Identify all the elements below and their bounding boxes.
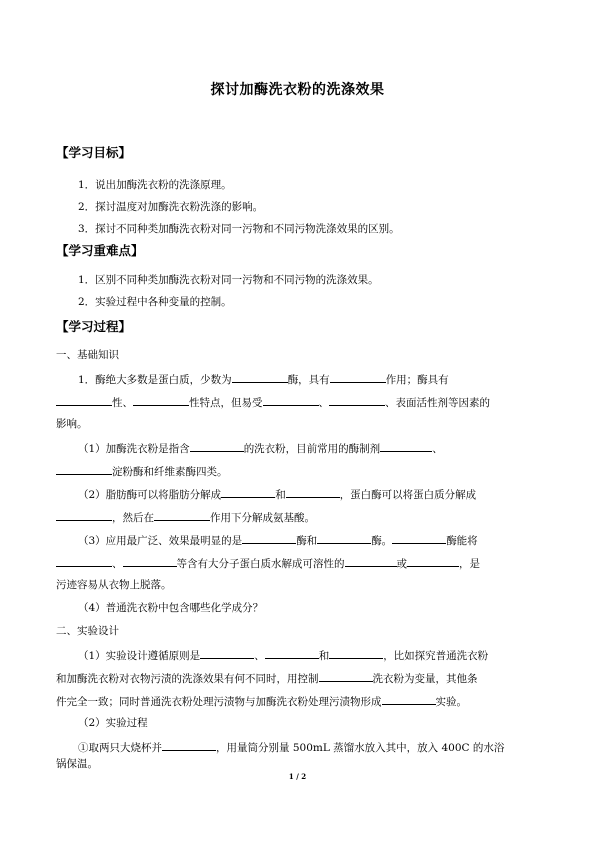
question-line: （2）脂肪酶可以将脂肪分解成 和 ，蛋白酶可以将蛋白质分解成 (78, 486, 476, 502)
keypoints-heading: 【学习重难点】 (56, 243, 144, 258)
question-line: ，然后在 作用下分解成氨基酸。 (56, 509, 315, 525)
question-line: （2）实验过程 (78, 717, 148, 729)
question-line: 污迹容易从衣物上脱落。 (56, 579, 172, 591)
answer-blank[interactable] (154, 509, 210, 521)
goals-heading: 【学习目标】 (56, 145, 132, 160)
basics-heading: 一、基础知识 (56, 349, 119, 361)
answer-blank[interactable] (286, 486, 340, 498)
answer-blank[interactable] (190, 440, 244, 452)
question-line: （1）实验设计遵循原则是 、 和 ，比如探究普通洗衣粉 (78, 647, 488, 663)
question-line: （4）普通洗衣粉中包含哪些化学成分？ (78, 602, 264, 614)
question-line: 和加酶洗衣粉对衣物污渍的洗涤效果有何不同时，用控制 洗衣粉为变量，其他条 (56, 670, 478, 686)
question-line: （3）应用最广泛、效果最明显的是 酶和 酶。 酶能将 (78, 532, 478, 548)
question-line: 、 等含有大分子蛋白质水解成可溶性的 或 ，是 (56, 555, 480, 571)
question-line: 影响。 (56, 418, 88, 430)
question-line: 性、 性特点，但易受 、 、表面活性剂等因素的 (56, 394, 490, 410)
question-line: 件完全一致；同时普通洗衣粉处理污渍物与加酶洗衣粉处理污渍物形成 实验。 (56, 693, 467, 709)
answer-blank[interactable] (56, 394, 112, 406)
answer-blank[interactable] (56, 463, 112, 475)
answer-blank[interactable] (317, 532, 371, 544)
goal-item: 3．探讨不同种类加酶洗衣粉对同一污物和不同污物洗涤效果的区别。 (78, 223, 400, 235)
goal-item: 1．说出加酶洗衣粉的洗涤原理。 (78, 179, 232, 191)
answer-blank[interactable] (56, 555, 112, 567)
question-line: ①取两只大烧杯并 ，用量筒分别量 500mL 蒸馏水放入其中，放入 400C 的水浴 (78, 739, 504, 755)
answer-blank[interactable] (56, 509, 112, 521)
goal-item: 2．探讨温度对加酶洗衣粉洗涤的影响。 (78, 201, 264, 213)
answer-blank[interactable] (123, 555, 177, 567)
answer-blank[interactable] (380, 440, 432, 452)
question-line: 1．酶绝大多数是蛋白质，少数为 酶，具有 作用；酶具有 (78, 371, 449, 387)
answer-blank[interactable] (200, 647, 254, 659)
answer-blank[interactable] (319, 670, 373, 682)
answer-blank[interactable] (329, 647, 383, 659)
answer-blank[interactable] (162, 739, 216, 751)
answer-blank[interactable] (232, 371, 288, 383)
keypoint-item: 1．区别不同种类加酶洗衣粉对同一污物和不同污物的洗涤效果。 (78, 274, 379, 286)
answer-blank[interactable] (392, 532, 446, 544)
question-line: （1）加酶洗衣粉是指含 的洗衣粉，目前常用的酶制剂 、 (78, 440, 443, 456)
answer-blank[interactable] (265, 647, 319, 659)
answer-blank[interactable] (329, 394, 385, 406)
answer-blank[interactable] (221, 486, 275, 498)
answer-blank[interactable] (345, 555, 397, 567)
answer-blank[interactable] (242, 532, 296, 544)
page-number: 1 / 2 (288, 772, 307, 781)
answer-blank[interactable] (263, 394, 319, 406)
experiment-heading: 二、实验设计 (56, 625, 119, 637)
answer-blank[interactable] (133, 394, 189, 406)
process-heading: 【学习过程】 (56, 319, 132, 334)
answer-blank[interactable] (330, 371, 386, 383)
question-line: 淀粉酶和纤维素酶四类。 (56, 463, 228, 479)
answer-blank[interactable] (407, 555, 459, 567)
question-line: 锅保温。 (56, 758, 98, 770)
keypoint-item: 2．实验过程中各种变量的控制。 (78, 296, 232, 308)
answer-blank[interactable] (382, 693, 436, 705)
page-title: 探讨加酶洗衣粉的洗涤效果 (210, 82, 385, 98)
